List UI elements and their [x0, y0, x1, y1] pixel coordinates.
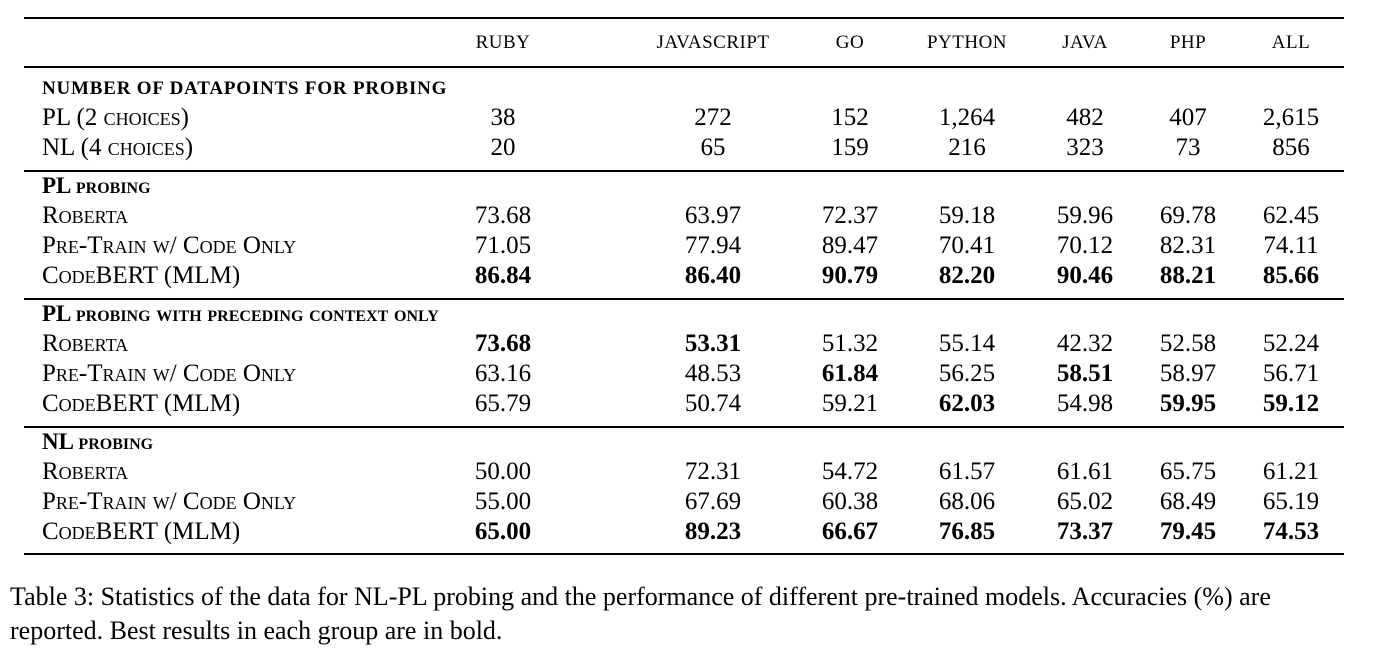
- table-cell: 159: [831, 134, 869, 161]
- row-label: Pre-Train w/ Code Only: [42, 488, 297, 515]
- table-cell: 77.94: [684, 232, 742, 259]
- table-cell: 70.41: [938, 232, 996, 259]
- column-header: JAVA: [1062, 32, 1108, 53]
- table-cell: 65.00: [474, 518, 532, 545]
- table-cell: 51.32: [821, 330, 879, 357]
- section-title: PL probing: [42, 173, 151, 198]
- table-cell: 63.16: [474, 360, 532, 387]
- table-cell: 54.98: [1056, 390, 1114, 417]
- table-cell: 85.66: [1262, 262, 1320, 289]
- table-cell: 2,615: [1262, 104, 1320, 131]
- table-cell: 73: [1175, 134, 1201, 161]
- table-cell: 52.24: [1262, 330, 1320, 357]
- table-cell: 38: [490, 104, 516, 131]
- table-cell: 58.97: [1159, 360, 1217, 387]
- table-cell: 272: [694, 104, 732, 131]
- table-cell: 79.45: [1159, 518, 1217, 545]
- table-cell: 407: [1169, 104, 1207, 131]
- table-cell: 68.06: [938, 488, 996, 515]
- table-cell: 65: [700, 134, 726, 161]
- table-cell: 73.68: [474, 202, 532, 229]
- table-cell: 76.85: [938, 518, 996, 545]
- table-cell: 71.05: [474, 232, 532, 259]
- row-label: Pre-Train w/ Code Only: [42, 232, 297, 259]
- table-cell: 61.61: [1056, 458, 1114, 485]
- table-cell: 82.31: [1159, 232, 1217, 259]
- table-cell: 73.68: [474, 330, 532, 357]
- table-cell: 48.53: [684, 360, 742, 387]
- table-cell: 61.84: [821, 360, 879, 387]
- table-cell: 74.11: [1263, 232, 1319, 259]
- table-cell: 20: [490, 134, 516, 161]
- column-header: ALL: [1271, 32, 1311, 53]
- table-cell: 856: [1272, 134, 1310, 161]
- column-header: JAVASCRIPT: [656, 32, 770, 53]
- table-cell: 59.12: [1262, 390, 1320, 417]
- table-cell: 90.46: [1056, 262, 1114, 289]
- table-cell: 74.53: [1262, 518, 1320, 545]
- table-cell: 59.18: [938, 202, 996, 229]
- table-cell: 50.74: [684, 390, 742, 417]
- row-label: CodeBERT (MLM): [42, 262, 241, 289]
- table-cell: 70.12: [1056, 232, 1114, 259]
- table-cell: 65.75: [1159, 458, 1217, 485]
- table-cell: 61.21: [1262, 458, 1320, 485]
- table-cell: 63.97: [684, 202, 742, 229]
- table-cell: 62.45: [1262, 202, 1320, 229]
- table-cell: 59.21: [821, 390, 879, 417]
- table-cell: 65.79: [474, 390, 532, 417]
- row-label: Roberta: [42, 330, 129, 357]
- table-cell: 62.03: [938, 390, 996, 417]
- row-label: CodeBERT (MLM): [42, 390, 241, 417]
- column-header: PHP: [1169, 32, 1207, 53]
- table-cell: 56.71: [1262, 360, 1320, 387]
- table-cell: 72.37: [821, 202, 879, 229]
- row-label: CodeBERT (MLM): [42, 518, 241, 545]
- row-label: NL (4 choices): [42, 134, 194, 161]
- table-caption: Table 3: Statistics of the data for NL-PL probing and the performance of different pre-trained models. Accuracies (%) are reported. Best results in each group are in bold.: [10, 582, 1271, 645]
- table-cell: 86.40: [684, 262, 742, 289]
- table-cell: 55.14: [938, 330, 996, 357]
- top-rule: [24, 17, 1344, 19]
- table-cell: 54.72: [821, 458, 879, 485]
- table-cell: 60.38: [821, 488, 879, 515]
- table-cell: 66.67: [821, 518, 879, 545]
- table-cell: 1,264: [938, 104, 996, 131]
- bottom-rule: [24, 553, 1344, 555]
- table-cell: 82.20: [938, 262, 996, 289]
- column-header: PYTHON: [926, 32, 1008, 53]
- row-label: Pre-Train w/ Code Only: [42, 360, 297, 387]
- header-rule: [24, 66, 1344, 68]
- table-cell: 323: [1066, 134, 1104, 161]
- table-cell: 55.00: [474, 488, 532, 515]
- table-cell: 216: [948, 134, 986, 161]
- table-cell: 86.84: [474, 262, 532, 289]
- table-cell: 59.96: [1056, 202, 1114, 229]
- table-cell: 72.31: [684, 458, 742, 485]
- table-cell: 61.57: [938, 458, 996, 485]
- table-cell: 56.25: [938, 360, 996, 387]
- column-header: GO: [835, 32, 865, 53]
- section-title: PL probing with preceding context only: [42, 301, 439, 326]
- table-cell: 53.31: [684, 330, 742, 357]
- section-title: NL probing: [42, 429, 154, 454]
- table-cell: 69.78: [1159, 202, 1217, 229]
- table-cell: 68.49: [1159, 488, 1217, 515]
- table-cell: 89.23: [684, 518, 742, 545]
- table-cell: 52.58: [1159, 330, 1217, 357]
- row-label: PL (2 choices): [42, 104, 189, 131]
- table-cell: 65.19: [1262, 488, 1320, 515]
- section-rule: [24, 426, 1344, 428]
- table-cell: 89.47: [821, 232, 879, 259]
- section-title: NUMBER OF DATAPOINTS FOR PROBING: [42, 78, 448, 99]
- table-cell: 152: [831, 104, 869, 131]
- table-cell: 59.95: [1159, 390, 1217, 417]
- row-label: Roberta: [42, 202, 129, 229]
- table-cell: 67.69: [684, 488, 742, 515]
- table-cell: 65.02: [1056, 488, 1114, 515]
- table-cell: 42.32: [1056, 330, 1114, 357]
- row-label: Roberta: [42, 458, 129, 485]
- column-header: RUBY: [475, 32, 531, 53]
- table-cell: 482: [1066, 104, 1104, 131]
- section-rule: [24, 170, 1344, 172]
- table-cell: 58.51: [1056, 360, 1114, 387]
- table-cell: 90.79: [821, 262, 879, 289]
- table-cell: 73.37: [1056, 518, 1114, 545]
- table-cell: 50.00: [474, 458, 532, 485]
- table-cell: 88.21: [1159, 262, 1217, 289]
